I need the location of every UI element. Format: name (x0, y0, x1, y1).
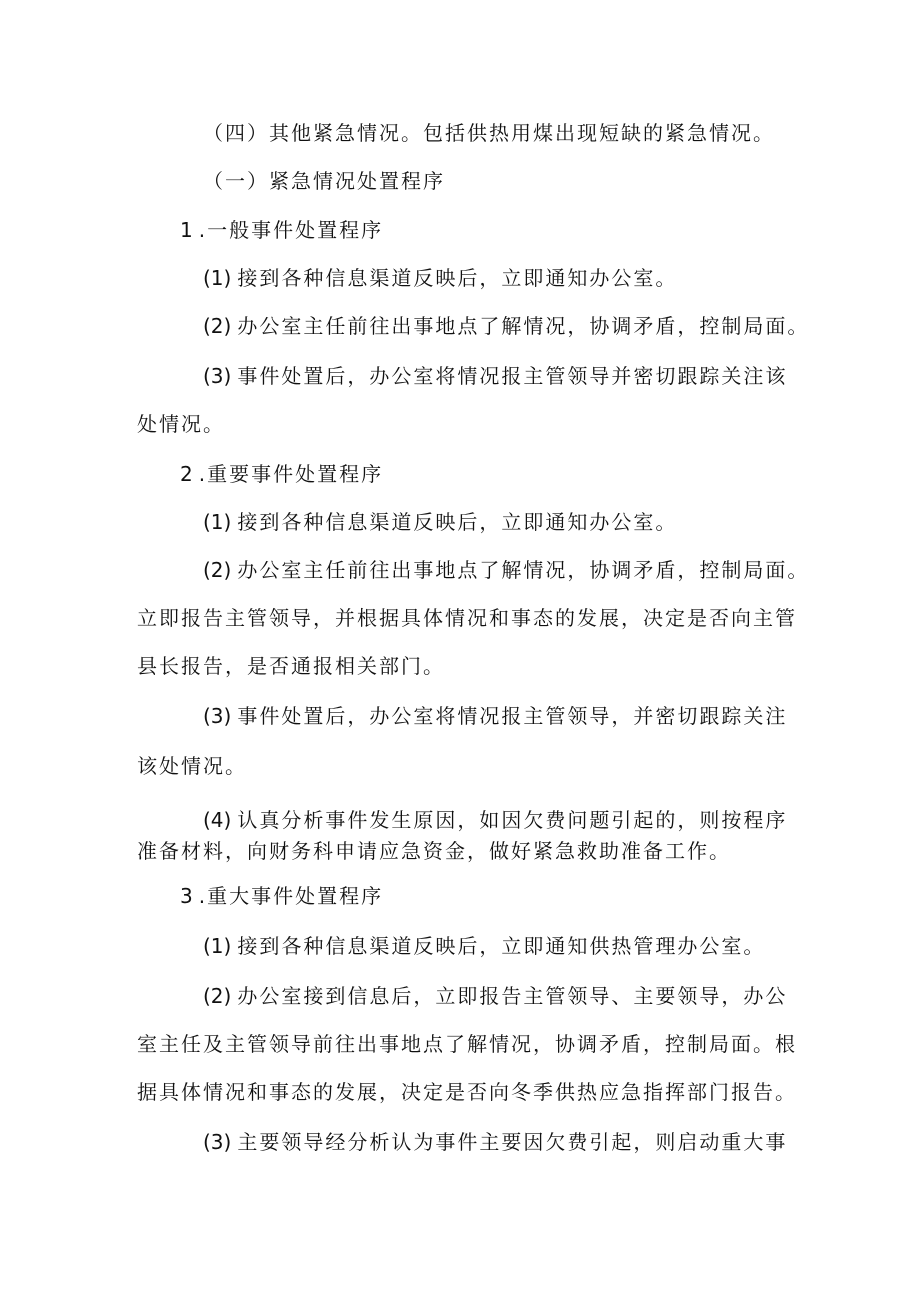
line-text: 认真分析事件发生原因，如因欠费问题引起的，则按程序 (237, 808, 788, 832)
line-text: 事件处置后，办公室将情况报主管领导，并密切跟踪关注 (237, 704, 788, 728)
line-text: 立即报告主管领导，并根据具体情况和事态的发展，决定是否向主管 (137, 606, 797, 630)
line-number: 2 (180, 462, 193, 486)
line-number: 1 (180, 218, 193, 242)
line-number: (3) (203, 1130, 232, 1154)
line-text: 准备材料，向财务科申请应急资金，做好紧急救助准备工作。 (137, 839, 731, 863)
paragraph-line (137, 606, 797, 630)
subsection-heading (180, 462, 383, 486)
paragraph-line (137, 754, 247, 778)
line-number: 3 (180, 884, 193, 908)
line-text: （四）其他紧急情况。包括供热用煤出现短缺的紧急情况。 (203, 121, 775, 145)
line-text: 办公室接到信息后，立即报告主管领导、主要领导，办公 (237, 984, 788, 1008)
paragraph-line (137, 839, 731, 863)
line-text: 处情况。 (137, 412, 225, 436)
line-number: (1) (203, 510, 232, 534)
line-number: (3) (203, 704, 232, 728)
line-text: 主要领导经分析认为事件主要因欠费引起，则启动重大事 (237, 1130, 788, 1154)
line-number: (3) (203, 364, 232, 388)
paragraph-line (203, 266, 677, 290)
line-text: 接到各种信息渠道反映后，立即通知办公室。 (237, 510, 678, 534)
line-text: 接到各种信息渠道反映后，立即通知办公室。 (237, 266, 678, 290)
paragraph-line (203, 984, 787, 1008)
line-text: 据具体情况和事态的发展，决定是否向冬季供热应急指挥部门报告。 (137, 1080, 797, 1104)
paragraph-line (203, 1130, 787, 1154)
paragraph-line (203, 934, 765, 958)
paragraph-line (203, 314, 809, 338)
paragraph-line (203, 808, 787, 832)
line-text: 室主任及主管领导前往出事地点了解情况，协调矛盾，控制局面。根 (137, 1032, 797, 1056)
paragraph-line (203, 121, 775, 145)
paragraph-line (203, 364, 787, 388)
paragraph-line (137, 1080, 797, 1104)
line-text: .一般事件处置程序 (198, 218, 384, 242)
line-number: (2) (203, 558, 232, 582)
line-text: （一）紧急情况处置程序 (203, 169, 445, 193)
paragraph-line (203, 704, 787, 728)
paragraph-line (137, 1032, 797, 1056)
line-number: (4) (203, 808, 232, 832)
paragraph-line (137, 412, 225, 436)
line-number: (1) (203, 934, 232, 958)
line-text: .重大事件处置程序 (198, 884, 384, 908)
paragraph-line (137, 654, 445, 678)
line-number: (1) (203, 266, 232, 290)
subsection-heading (180, 218, 383, 242)
line-number: (2) (203, 984, 232, 1008)
line-text: 县长报告，是否通报相关部门。 (137, 654, 445, 678)
line-text: .重要事件处置程序 (198, 462, 384, 486)
line-text: 该处情况。 (137, 754, 247, 778)
section-heading (203, 169, 445, 193)
line-number: (2) (203, 314, 232, 338)
line-text: 接到各种信息渠道反映后，立即通知供热管理办公室。 (237, 934, 766, 958)
line-text: 办公室主任前往出事地点了解情况，协调矛盾，控制局面。 (237, 558, 810, 582)
paragraph-line (203, 510, 677, 534)
line-text: 事件处置后，办公室将情况报主管领导并密切跟踪关注该 (237, 364, 788, 388)
paragraph-line (203, 558, 809, 582)
subsection-heading (180, 884, 383, 908)
line-text: 办公室主任前往出事地点了解情况，协调矛盾，控制局面。 (237, 314, 810, 338)
